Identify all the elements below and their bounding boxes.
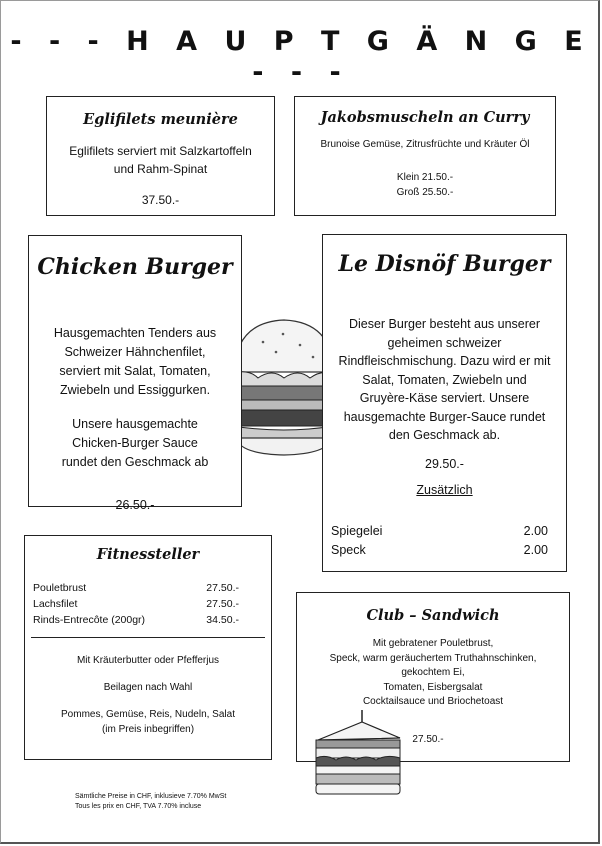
chicken-burger-sauce-l1: Unsere hausgemachte: [72, 417, 198, 431]
disnoef-desc-l3: Rindfleischmischung. Dazu wird er mit: [338, 354, 551, 368]
sandwich-illustration: [312, 708, 404, 800]
club-sandwich-heading: Club – Sandwich: [366, 607, 500, 624]
disnoef-desc-l4: Salat, Tomaten, Zwiebeln und: [362, 372, 527, 387]
jakobsmuscheln-price-small: Klein 21.50.-: [396, 172, 454, 183]
disnoef-desc-l7: den Geschmack ab.: [388, 428, 501, 442]
eglifilets-desc-line1: Eglifilets serviert mit Salzkartoffeln: [69, 144, 252, 158]
disnoef-extras-label: Zusätzlich: [416, 482, 473, 497]
fitness-divider: [31, 637, 265, 638]
page-title: - - - H A U P T G Ä N G E - - -: [10, 26, 592, 88]
fitness-note-included: (im Preis inbegriffen): [101, 724, 195, 735]
jakobsmuscheln-desc: Brunoise Gemüse, Zitrusfrüchte und Kräuter Öl: [320, 139, 530, 150]
footer-vat-fr: Tous les prix en CHF, TVA 7.70% incluse: [75, 803, 202, 810]
club-desc-l2: Speck, warm geräuchertem Truthahnschinken,: [329, 652, 537, 664]
club-price: 27.50.-: [412, 733, 444, 745]
chicken-burger-sauce-l3: rundet den Geschmack ab: [61, 455, 209, 469]
fitness-note-options: Pommes, Gemüse, Reis, Nudeln, Salat: [61, 709, 235, 720]
disnoef-desc-l6: hausgemachte Burger-Sauce rundet: [343, 409, 546, 424]
fitness-note-sides: Beilagen nach Wahl: [103, 682, 193, 693]
club-desc-l1: Mit gebratener Pouletbrust,: [372, 638, 494, 649]
jakobsmuscheln-price-large: Groß 25.50.-: [396, 187, 454, 198]
extra-name: Spiegelei: [331, 523, 383, 538]
extra-row: [331, 541, 548, 560]
fitness-item-price: 27.50.-: [206, 598, 239, 610]
fitnessteller-heading: Fitnessteller: [96, 546, 200, 563]
fitness-item-name: Pouletbrust: [33, 582, 87, 594]
extra-name: Speck: [331, 542, 366, 557]
eglifilets-desc-line2: und Rahm-Spinat: [113, 162, 208, 176]
disnoef-burger-heading: Le Disnöf Burger: [338, 251, 551, 277]
extra-price: 2.00: [523, 542, 548, 557]
fitness-item-row: [33, 596, 239, 612]
club-desc-l4: Tomaten, Eisbergsalat: [383, 681, 483, 693]
chicken-burger-price: 26.50.-: [115, 498, 155, 512]
footer-vat-de: Sämtliche Preise in CHF, inklusieve 7.70% MwSt: [75, 793, 227, 800]
fitness-item-name: Lachsfilet: [33, 598, 78, 610]
eglifilets-heading: Eglifilets meunière: [83, 111, 238, 128]
chicken-burger-desc-l1: Hausgemachten Tenders aus: [53, 326, 217, 340]
fitness-item-row: [33, 612, 239, 628]
extra-row: [331, 522, 548, 541]
chicken-burger-desc-l2: Schweizer Hähnchenfilet,: [64, 345, 206, 359]
fitness-note-sauce: Mit Kräuterbutter oder Pfefferjus: [76, 655, 220, 666]
club-desc-l3: gekochtem Ei,: [401, 667, 465, 678]
eglifilets-card: [46, 96, 275, 216]
chicken-burger-heading: Chicken Burger: [37, 254, 233, 280]
disnoef-price: 29.50.-: [425, 456, 464, 471]
fitness-item-price: 34.50.-: [206, 614, 239, 626]
disnoef-desc-l5: Gruyère-Käse serviert. Unsere: [359, 391, 530, 405]
fitness-item-price: 27.50.-: [206, 582, 239, 594]
fitnessteller-card: [24, 535, 272, 760]
jakobsmuscheln-card: [294, 96, 556, 216]
fitness-item-row: [33, 580, 239, 596]
chicken-burger-card: [28, 235, 242, 512]
eglifilets-price: 37.50.-: [141, 193, 180, 207]
disnoef-desc-l2: geheimen schweizer: [387, 335, 502, 350]
extra-price: 2.00: [523, 523, 548, 538]
chicken-burger-desc-l3: serviert mit Salat, Tomaten,: [59, 364, 211, 378]
chicken-burger-desc-l4: Zwiebeln und Essiggurken.: [59, 383, 211, 397]
jakobsmuscheln-heading: Jakobsmuscheln an Curry: [320, 109, 530, 126]
disnoef-desc-l1: Dieser Burger besteht aus unserer: [348, 317, 541, 331]
fitness-item-name: Rinds-Entrecôte (200gr): [33, 614, 146, 626]
club-desc-l5: Cocktailsauce und Briochetoast: [362, 696, 504, 707]
disnoef-burger-card: [322, 234, 567, 572]
chicken-burger-sauce-l2: Chicken-Burger Sauce: [72, 436, 198, 450]
